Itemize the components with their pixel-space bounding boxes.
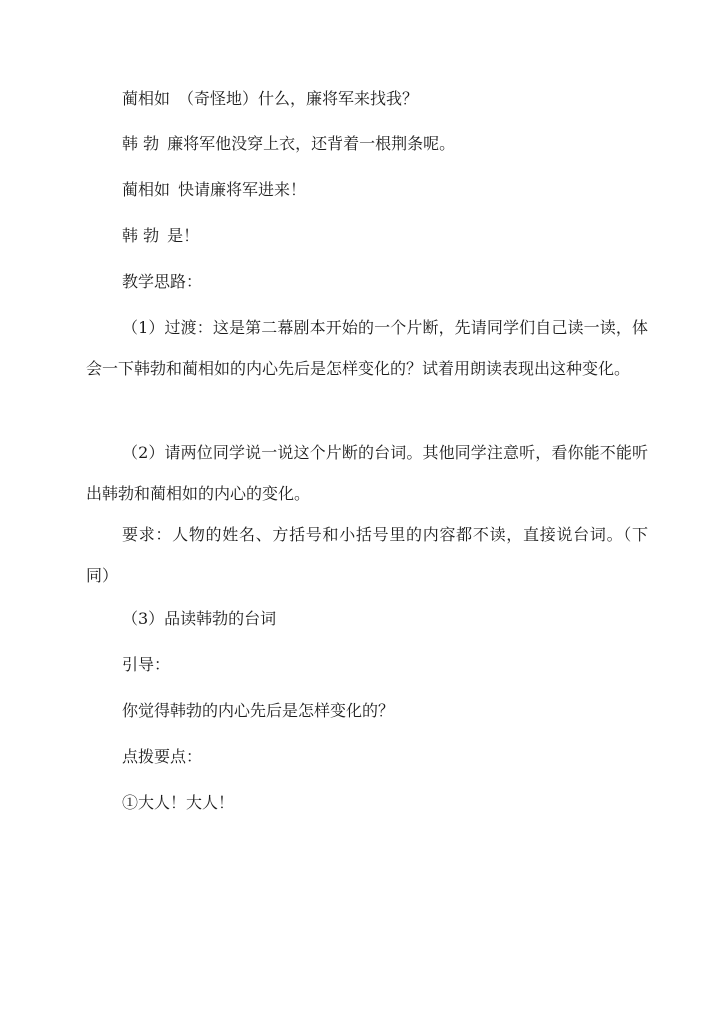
paragraph-key-points: 点拨要点： — [122, 747, 203, 766]
paragraph-step-3: （3）品读韩勃的台词 — [122, 609, 277, 628]
speaker-name: 蔺相如 — [122, 180, 171, 199]
dialogue-line-1 — [86, 78, 648, 119]
dialogue-line-2 — [86, 123, 648, 164]
paragraph-question: 你觉得韩勃的内心先后是怎样变化的？ — [122, 701, 395, 720]
paragraph-reading: （2）请两位同学说一说这个片断的台词。其他同学注意听，看你能不能听出韩勃和蔺相如的内心的变化。 — [86, 443, 648, 503]
dialogue-text: 廉将军他没穿上衣，还背着一根荆条呢。 — [167, 134, 456, 153]
section-heading: 教学思路： — [122, 272, 203, 291]
paragraph-transition: （1）过渡：这是第二幕剧本开始的一个片断，先请同学们自己读一读，体会一下韩勃和蔺相如的内心先后是怎样变化的？试着用朗读表现出这种变化。 — [86, 318, 648, 378]
paragraph-point-1: ①大人！大人！ — [122, 793, 235, 812]
paragraph-guide: 引导： — [122, 655, 171, 674]
dialogue-text: 是！ — [167, 226, 200, 245]
dialogue-line-3 — [86, 169, 648, 210]
speaker-name: 韩 勃 — [122, 226, 160, 245]
dialogue-text: 快请廉将军进来！ — [178, 180, 307, 199]
speaker-name: 韩 勃 — [122, 134, 160, 153]
dialogue-text: （奇怪地）什么，廉将军来找我？ — [178, 89, 419, 108]
paragraph-requirement: 要求：人物的姓名、方括号和小括号里的内容都不读，直接说台词。（下同） — [86, 525, 648, 585]
speaker-name: 蔺相如 — [122, 89, 171, 108]
dialogue-line-4 — [86, 215, 648, 256]
